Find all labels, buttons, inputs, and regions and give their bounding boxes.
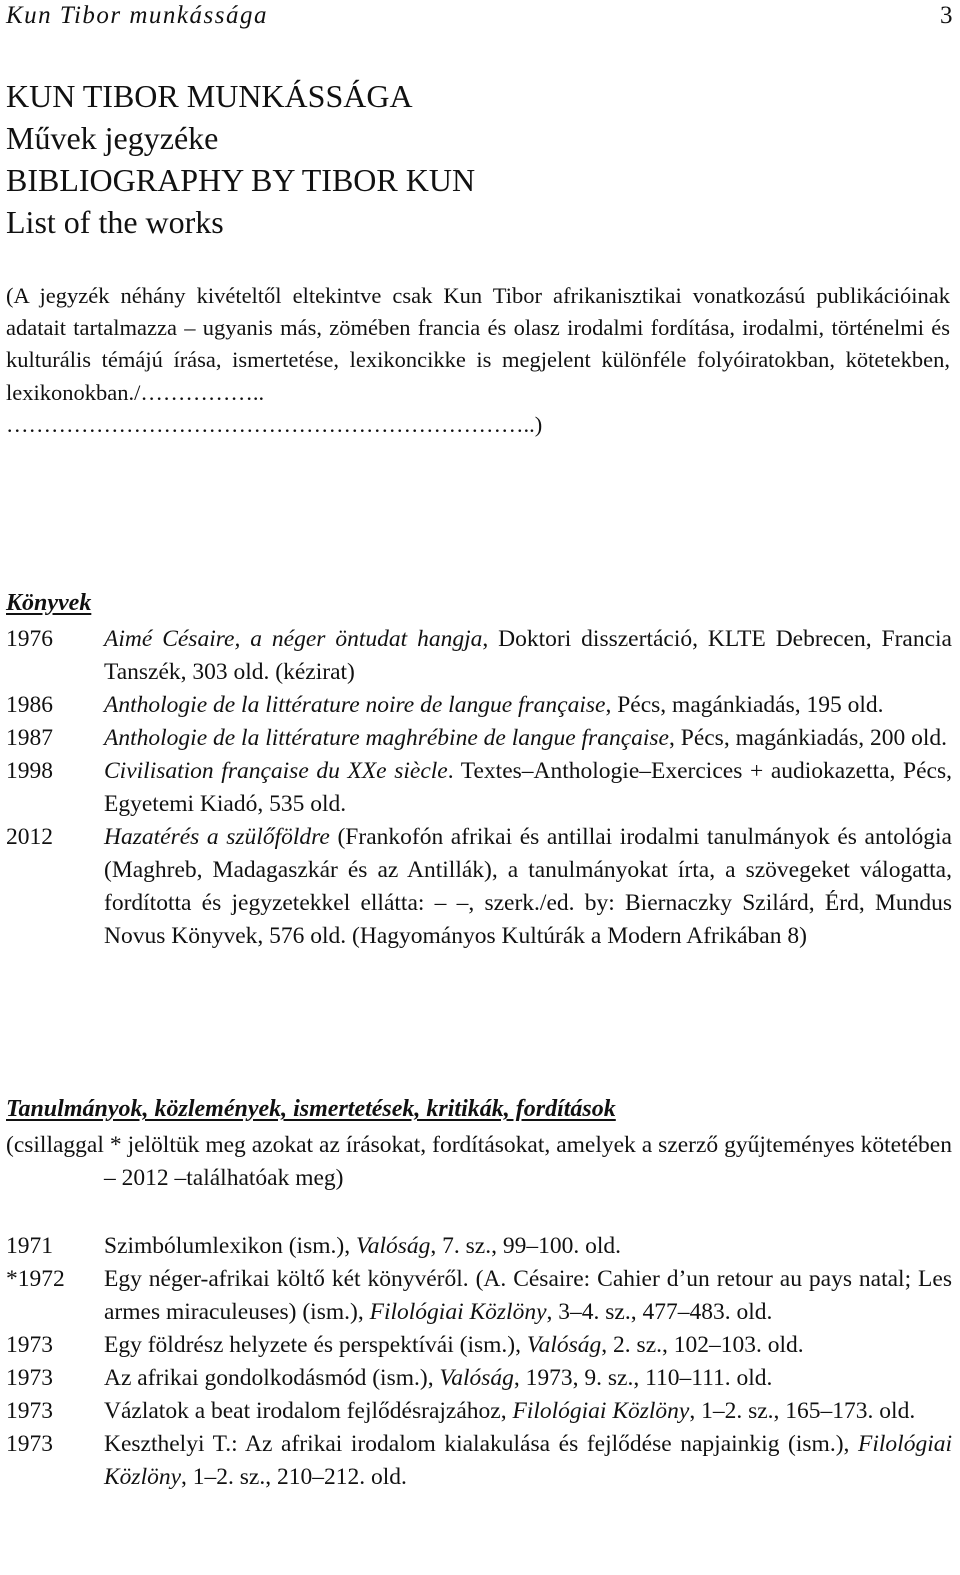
- running-title: Kun Tibor munkássága: [6, 2, 268, 29]
- subtitle-hungarian: Művek jegyzéke: [6, 120, 219, 156]
- entry-year: 1973: [6, 1431, 53, 1457]
- book-details: , Pécs, magánkiadás, 200 old.: [669, 725, 948, 751]
- book-entry: [6, 755, 952, 821]
- study-entry: [6, 1428, 952, 1494]
- journal-name: Filológiai Közlöny: [512, 1398, 690, 1424]
- book-details: , Pécs, magánkiadás, 195 old.: [605, 692, 884, 718]
- main-title: KUN TIBOR MUNKÁSSÁGA: [6, 78, 413, 114]
- study-entry: [6, 1263, 952, 1329]
- study-title: Szimbólumlexikon (ism.),: [104, 1233, 356, 1259]
- studies-list: [6, 1230, 952, 1494]
- study-title: Az afrikai gondolkodásmód (ism.),: [104, 1365, 440, 1391]
- entry-year: 1973: [6, 1398, 53, 1424]
- entry-year: 1998: [6, 758, 53, 784]
- book-title: Hazatérés a szülőföldre: [104, 824, 330, 850]
- study-entry: [6, 1230, 952, 1263]
- book-entry: [6, 722, 952, 755]
- entry-year: 1976: [6, 626, 53, 652]
- studies-note: (csillaggal * jelöltük meg azokat az írásokat, fordításokat, amelyek a szerző gyűjteményes kötetében – 2012 –találhatóak meg): [6, 1132, 952, 1191]
- study-details: , 2. sz., 102–103. old.: [601, 1332, 804, 1358]
- entry-year: 1987: [6, 725, 53, 751]
- book-title: Anthologie de la littérature maghrébine de langue française: [104, 725, 669, 751]
- intro-text: (A jegyzék néhány kivételtől eltekintve csak Kun Tibor afrikanisztikai vonatkozású publikációinak adatait tartalmazza – ugyanis más, zömében francia és olasz irodalmi fordítása, irodalmi, történelmi és kulturális témájú írása, ismertetése, lexikoncikke is megjelent különféle folyóiratokban, kötetekben, lexikonokban./……………..: [6, 283, 950, 405]
- study-entry: [6, 1395, 952, 1428]
- entry-year: 1986: [6, 692, 53, 718]
- title-english: BIBLIOGRAPHY BY TIBOR KUN: [6, 162, 476, 198]
- section-title-books: Könyvek: [6, 590, 92, 616]
- study-title: Vázlatok a beat irodalom fejlődésrajzához,: [104, 1398, 513, 1424]
- entry-year: 1971: [6, 1233, 53, 1259]
- study-entry: [6, 1362, 952, 1395]
- intro-dots-line: ……………………………………………………………..): [6, 411, 543, 437]
- book-title: Civilisation française du XXe siècle: [104, 758, 448, 784]
- study-details: , 3–4. sz., 477–483. old.: [546, 1299, 773, 1325]
- study-entry: [6, 1329, 952, 1362]
- section-title-studies: Tanulmányok, közlemények, ismertetések, kritikák, fordítások: [6, 1096, 616, 1122]
- books-list: [6, 623, 952, 953]
- study-details: , 1–2. sz., 165–173. old.: [689, 1398, 916, 1424]
- book-details: . Textes–Anthologie–Exercices + audiokazetta, Pécs, Egyetemi Kiadó, 535 old.: [104, 758, 952, 817]
- journal-name: Filológiai Közlöny: [104, 1431, 952, 1490]
- journal-name: Filológiai Közlöny: [369, 1299, 547, 1325]
- journal-name: Valóság: [526, 1332, 602, 1358]
- book-details: (Frankofón afrikai és antillai irodalmi tanulmányok és antológia (Maghreb, Madagaszkár és az Antillák), a tanulmányokat írta, a szövegeket válogatta, fordította és jegyzetekkel ellátta: – –, szerk./ed. by: Biernaczky Szilárd, Érd, Mundus Novus Könyvek, 576 old. (Hagyományos Kultúrák a Modern Afrikában 8): [104, 824, 952, 949]
- book-title: Aimé Césaire, a néger öntudat hangja: [104, 626, 483, 652]
- title-block: [6, 75, 475, 243]
- study-details: , 1973, 9. sz., 110–111. old.: [513, 1365, 773, 1391]
- running-header: [6, 2, 954, 28]
- study-title: Keszthelyi T.: Az afrikai irodalom kialakulása és fejlődése napjainkig (ism.),: [104, 1431, 858, 1457]
- entry-year: 1973: [6, 1365, 53, 1391]
- entry-year: *1972: [6, 1266, 65, 1292]
- book-details: , Doktori disszertáció, KLTE Debrecen, Francia Tanszék, 303 old. (kézirat): [104, 626, 952, 685]
- subtitle-english: List of the works: [6, 204, 224, 240]
- study-details: , 1–2. sz., 210–212. old.: [181, 1464, 407, 1490]
- book-entry: [6, 623, 952, 689]
- study-title: Egy földrész helyzete és perspektívái (ism.),: [104, 1332, 527, 1358]
- intro-paragraph: [6, 280, 950, 441]
- book-entry: [6, 689, 952, 722]
- entry-year: 2012: [6, 824, 53, 850]
- journal-name: Valóság: [439, 1365, 514, 1391]
- page-number: 3: [940, 2, 954, 29]
- book-entry: [6, 821, 952, 953]
- entry-year: 1973: [6, 1332, 53, 1358]
- journal-name: Valóság: [355, 1233, 431, 1259]
- book-title: Anthologie de la littérature noire de langue française: [104, 692, 606, 718]
- study-details: , 7. sz., 99–100. old.: [430, 1233, 622, 1259]
- study-title: Egy néger-afrikai költő két könyvéről. (A. Césaire: Cahier d’un retour au pays natal; Les armes miraculeuses) (ism.),: [104, 1266, 952, 1325]
